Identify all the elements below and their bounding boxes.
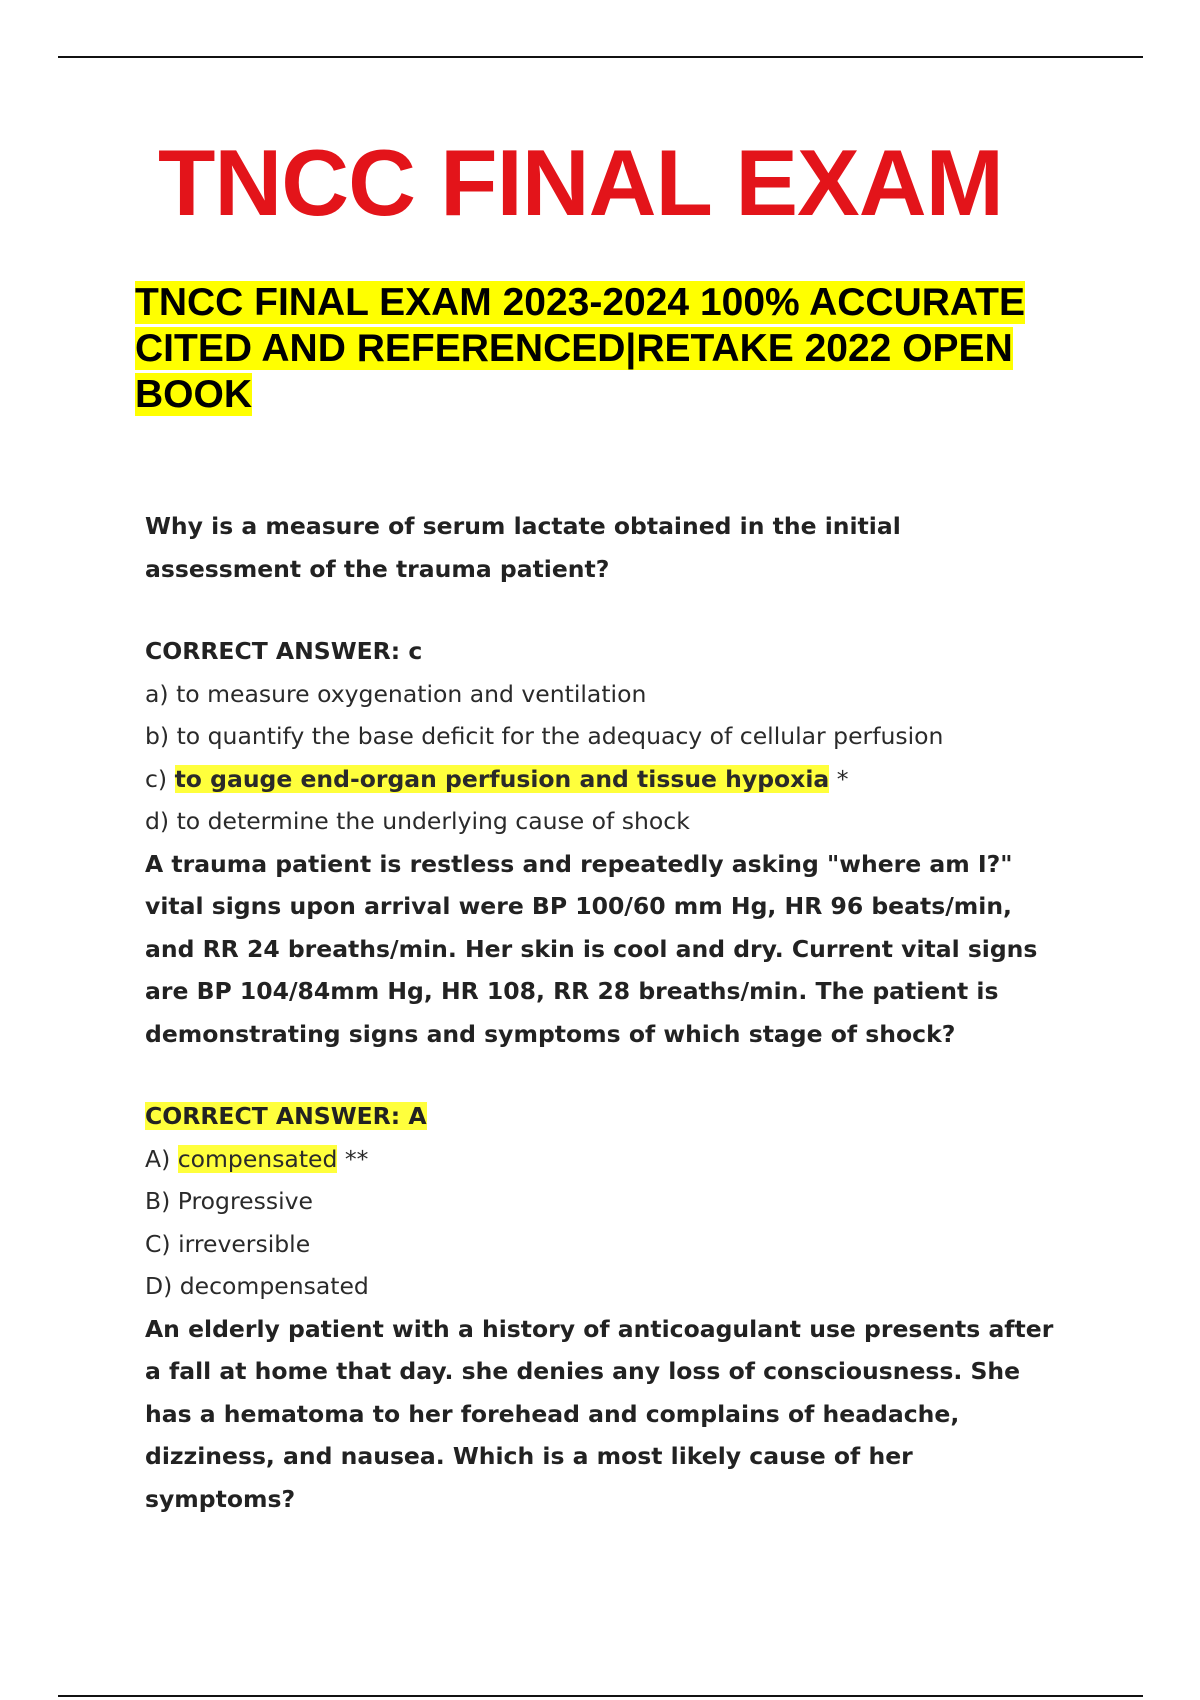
question-text-line: demonstrating signs and symptoms of which stage of shock?	[145, 1019, 956, 1048]
subtitle-line-2: CITED AND REFERENCED|RETAKE 2022 OPEN	[135, 327, 1013, 370]
question-text-line: has a hematoma to her forehead and complains of headache,	[145, 1399, 960, 1428]
document-subtitle	[135, 280, 1135, 418]
question-text-line: An elderly patient with a history of anticoagulant use presents after	[145, 1314, 1054, 1343]
option-text: decompensated	[179, 1272, 369, 1300]
option-letter: c)	[145, 764, 168, 793]
highlighted-correct-answer: CORRECT ANSWER: A	[145, 1102, 427, 1130]
top-rule	[58, 56, 1143, 58]
answer-mark: **	[337, 1144, 369, 1173]
answer-option-b	[145, 1180, 1105, 1223]
question-list	[145, 505, 1105, 1520]
option-letter: d)	[145, 807, 170, 835]
answer-option-d	[145, 1265, 1105, 1308]
answer-option-a	[145, 673, 1105, 716]
question-text-line: assessment of the trauma patient?	[145, 554, 610, 583]
question-text-line: dizziness, and nausea. Which is a most likely cause of her	[145, 1442, 913, 1470]
question-text-line: Why is a measure of serum lactate obtained in the initial	[145, 512, 901, 540]
answer-option-b	[145, 715, 1105, 758]
answer-mark: *	[829, 764, 849, 793]
question-text-line: a fall at home that day. she denies any loss of consciousness. She	[145, 1357, 1021, 1385]
option-text: to measure oxygenation and ventilation	[176, 679, 647, 708]
correct-answer-label: CORRECT ANSWER: c	[145, 637, 423, 665]
option-letter: a)	[145, 679, 169, 708]
answer-option-a	[145, 1138, 1105, 1181]
question-text-line: are BP 104/84mm Hg, HR 108, RR 28 breaths/min. The patient is	[145, 977, 999, 1005]
option-text: Progressive	[177, 1187, 313, 1215]
question-text-line: vital signs upon arrival were BP 100/60 mm Hg, HR 96 beats/min,	[145, 892, 1012, 920]
option-letter: b)	[145, 722, 170, 750]
option-letter: D)	[145, 1272, 173, 1300]
answer-option-c	[145, 758, 1105, 801]
option-text: irreversible	[178, 1229, 311, 1258]
answer-option-c	[145, 1223, 1105, 1266]
subtitle-line-1: TNCC FINAL EXAM 2023-2024 100% ACCURATE	[135, 281, 1026, 324]
correct-answer-label	[145, 1095, 1105, 1138]
document-title: TNCC FINAL EXAM	[158, 130, 1003, 235]
option-letter: C)	[145, 1229, 171, 1258]
question-2	[145, 843, 1105, 1308]
question-text-line: symptoms?	[145, 1484, 296, 1513]
question-text-line: and RR 24 breaths/min. Her skin is cool and dry. Current vital signs	[145, 934, 1038, 963]
option-letter: B)	[145, 1187, 171, 1215]
question-text-line: A trauma patient is restless and repeatedly asking "where am I?"	[145, 849, 1013, 878]
highlighted-option-text: compensated	[177, 1144, 338, 1173]
option-text: to quantify the base deficit for the adequacy of cellular perfusion	[176, 722, 944, 750]
option-text: to determine the underlying cause of shock	[176, 807, 690, 835]
answer-option-d	[145, 800, 1105, 843]
subtitle-line-3: BOOK	[135, 373, 252, 416]
bottom-rule	[58, 1695, 1143, 1697]
option-letter: A)	[145, 1144, 171, 1173]
question-1	[145, 505, 1105, 843]
highlighted-option-text: to gauge end-organ perfusion and tissue hypoxia	[174, 764, 830, 793]
question-3	[145, 1308, 1105, 1521]
